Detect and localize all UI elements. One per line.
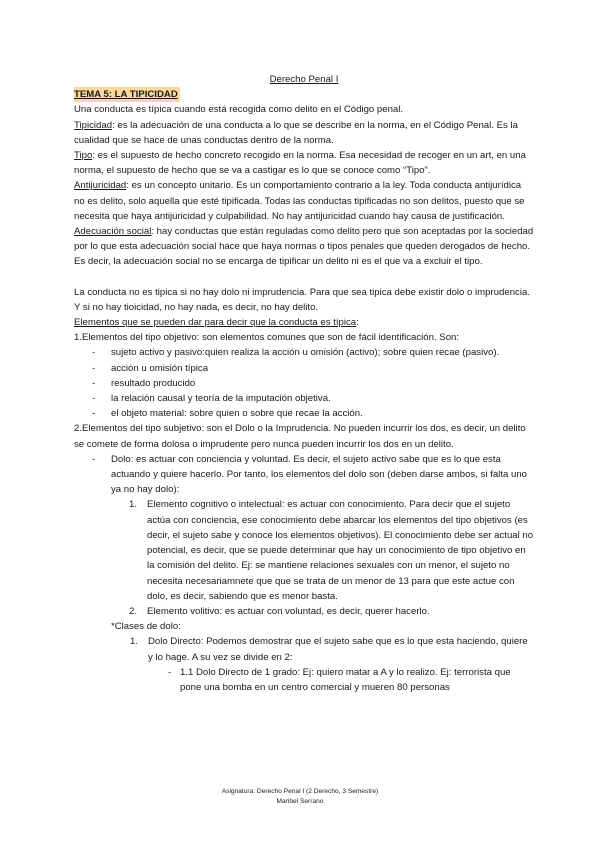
elementos-heading-text: Elementos que se pueden dar para decir que la conducta es típica (74, 317, 357, 329)
clases-list (111, 634, 534, 695)
list-number: 2. (129, 605, 138, 617)
clases-heading: *Clases de dolo: (111, 621, 181, 633)
adecuacion-text: : hay conductas que están reguladas como delito pero que son aceptadas por la sociedad por lo que esta adecuación social hace que haya normas o tipos penales que queden derogados de hecho. Es decir, la adecuación social no se encarga de tipificar un delito ni es el que va a excluir el tipo. (74, 226, 534, 268)
dolo-text: Dolo: es actuar con conciencia y voluntad. Es decir, el sujeto activo sabe que es lo que esta actuando y quiere hacerlo. Por tanto, los elementos del dolo son (deben darse ambos, si falta uno ya no hay dolo): (111, 453, 527, 496)
adecuacion-term: Adecuación social (74, 226, 152, 238)
objetivo-list (74, 345, 534, 421)
list-item-text: Elemento cognitivo o intelectual: es actuar con conocimiento. Para decir que el sujeto actúa con conciencia, ese conocimiento debe abarcar los elementos del tipo objetivos (es decir, el sujeto sabe y conoce los elementos objetivos). El conocimiento debe ser actual no potencial, es decir, que se puede determinar que hay un conocimiento de tipo objetivo en la comisión del delito. Ej: se mantiene relaciones sexuales con un menor, el sujeto no necesita necesariamnete que que se trata de un menor de 13 para que este actue con dolo, es decir, sabiendo que es menor basta. (147, 499, 534, 602)
dolo-item (92, 452, 534, 695)
list-item: - sujeto activo y pasivo:quien realiza la acción u omisión (activo); sobre quien recae (pasivo). (92, 345, 534, 360)
tipicidad-text: : es la adecuación de una conducta a lo que se describe en la norma, en el Código Penal. Es la cualidad que se hace de unas conductas dentro de la norma. (74, 119, 518, 146)
intro-paragraph: Una conducta es típica cuando está recogida como delito en el Código penal. (74, 104, 404, 116)
tipo-text: : es el supuesto de hecho concreto recogido en la norma. Esa necesidad de recoger en un art, en una norma, el supuesto de hecho que se va a castigar es lo que se conoce como “Tipo”. (74, 150, 526, 177)
list-item (129, 604, 534, 619)
objetivo-intro: 1.Elementos del tipo objetivo: son elementos comunes que son de fácil identificación. Son: (74, 332, 460, 344)
dolo-directo-sublist (148, 665, 534, 695)
tipo-paragraph (74, 148, 534, 178)
elementos-heading-colon: : (356, 317, 359, 329)
tema-label: TEMA 5: LA TIPICIDAD (74, 87, 180, 102)
document-page (74, 72, 534, 695)
list-item: - resultado producido (92, 376, 534, 391)
elementos-heading (74, 315, 534, 330)
antijuricidad-text: : es un concepto unitario. Es un comportamiento contrario a la ley. Toda conducta antijurídica no es delito, solo aquella que esté tipificada. Todas las conductas tipificadas no son delitos, puesto que se necesita que haya antijuricidad y culpabilidad. No hay antijuricidad cuando hay causa de justificación. (74, 180, 525, 222)
footer-subject: Asignatura: Derecho Penal I (2 Derecho, 3 Semestre) (221, 788, 379, 795)
tipicidad-paragraph (74, 118, 534, 148)
antijuricidad-paragraph (74, 178, 534, 224)
adecuacion-paragraph (74, 224, 534, 270)
tipo-term: Tipo (74, 150, 93, 162)
dolo-elements-list (111, 497, 534, 619)
list-item: - el objeto material: sobre quien o sobre que recae la acción. (92, 406, 534, 421)
subjetivo-intro: 2.Elementos del tipo subjetivo: son el Dolo o la Imprudencia. No pueden incurrir los dos, es decir, un delito se comete de forma dolosa o imprudente pero nunca pueden incurrir los dos en un delito. (74, 423, 526, 450)
footer-author: Maribel Serrano (276, 797, 324, 805)
list-item (130, 634, 534, 695)
tema-heading (74, 87, 534, 102)
page-footer (0, 787, 600, 806)
list-number: 1. (130, 636, 139, 648)
antijuricidad-term: Antijuricidad (74, 180, 127, 192)
list-item-text: Elemento volitivo: es actuar con voluntad, es decir, querer hacerlo. (147, 605, 430, 617)
page-title: Derecho Penal I (269, 74, 339, 85)
list-number: 1. (129, 499, 138, 511)
list-item (129, 497, 534, 603)
subjetivo-list (74, 452, 534, 695)
conducta-paragraph: La conducta no es tipica si no hay dolo ni imprudencia. Para que sea tipica debe existir dolo o imprudencia. Y si no hay tioicidad, no hay nada, es decir, no hay delito. (74, 286, 530, 313)
paragraph-gap (74, 270, 534, 285)
list-item: - la relación causal y teoría de la imputación objetiva. (92, 391, 534, 406)
tipicidad-term: Tipicidad (74, 119, 113, 131)
list-item: - acción u omisión típica (92, 361, 534, 376)
list-item: - 1.1 Dolo Directo de 1 grado: Ej: quiero matar a A y lo realizo. Ej: terrorista que pone una bomba en un centro comercial y mueren 80 personas (168, 665, 534, 695)
list-item-text: Dolo Directo: Podemos demostrar que el sujeto sabe que es lo que esta haciendo, quiere y lo hage. A su vez se divide en 2: (148, 636, 528, 663)
